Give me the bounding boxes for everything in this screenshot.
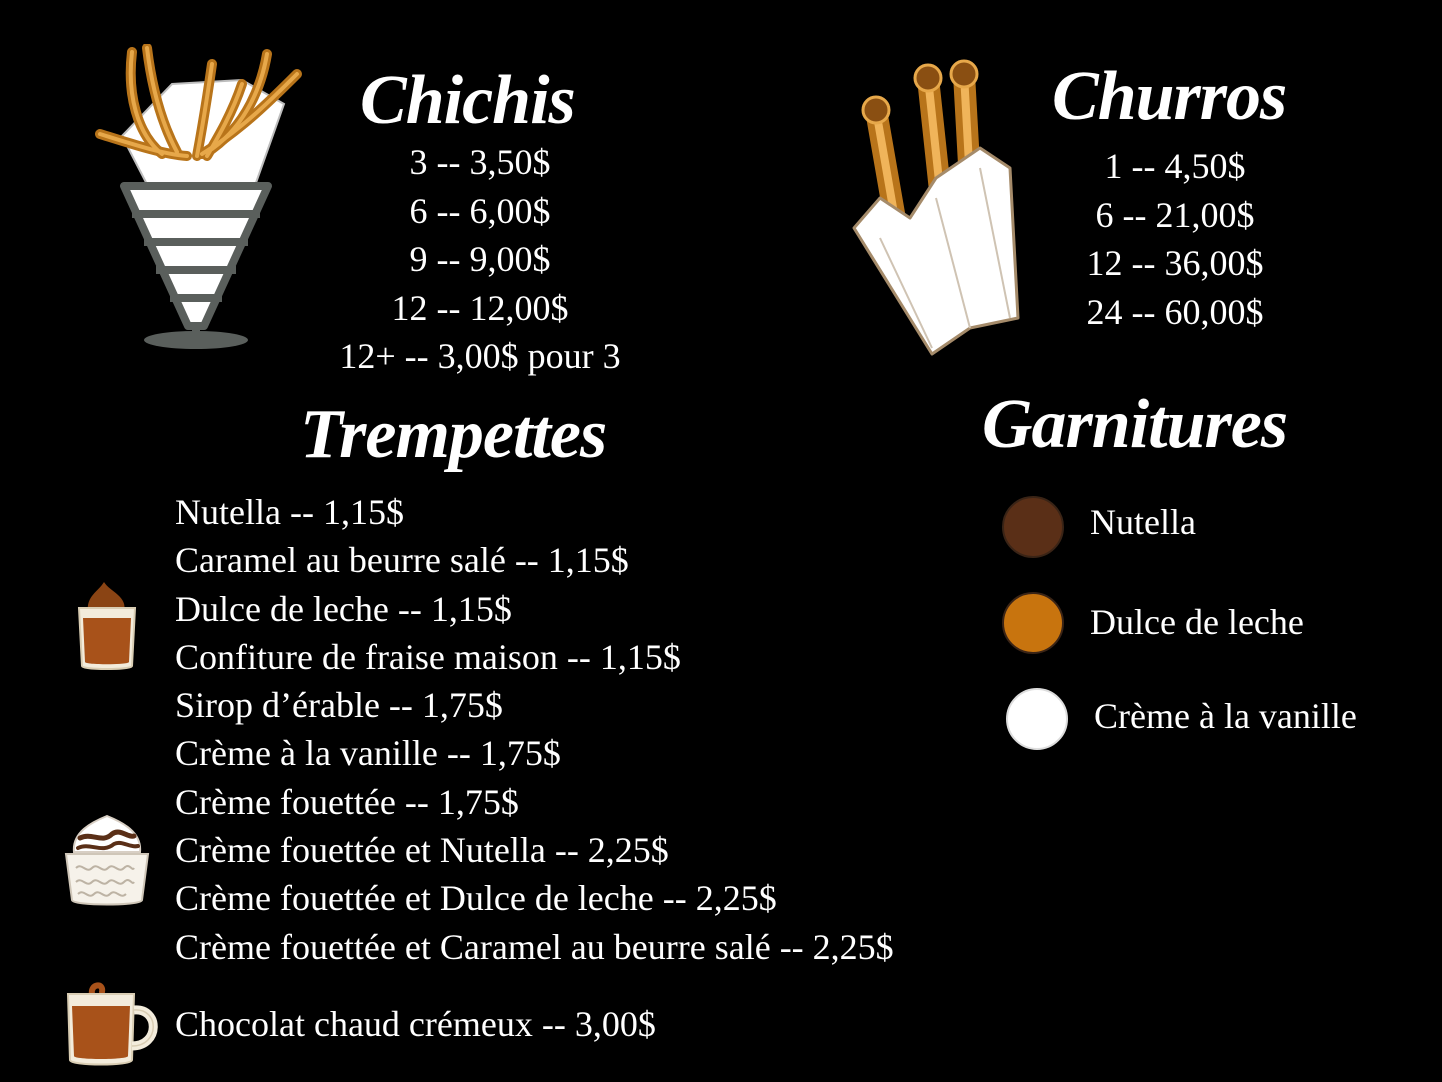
- chichis-price-item: 3 -- 3,50$: [409, 142, 551, 182]
- chichis-cone-icon: [92, 44, 314, 356]
- churros-bag-icon: [840, 48, 1030, 358]
- trempette-item: Crème fouettée et Dulce de leche -- 2,25$: [175, 878, 777, 919]
- hot-chocolate-item: Chocolat chaud crémeux -- 3,00$: [175, 1004, 656, 1044]
- trempette-item: Crème à la vanille -- 1,75$: [175, 733, 561, 774]
- trempette-item: Confiture de fraise maison -- 1,15$: [175, 636, 681, 677]
- creme-vanille-swatch: [1006, 688, 1068, 750]
- whipped-cream-cup-icon: [62, 812, 152, 910]
- hot-chocolate-mug-icon: [64, 980, 164, 1068]
- chichis-price-item: 9 -- 9,00$: [409, 239, 551, 279]
- churros-price-item: 24 -- 60,00$: [1086, 291, 1264, 332]
- trempettes-list: [175, 488, 894, 971]
- trempette-item: Crème fouettée -- 1,75$: [175, 781, 519, 822]
- nutella-swatch: [1002, 496, 1064, 558]
- trempette-item: Crème fouettée et Caramel au beurre salé -- 2,25$: [175, 926, 894, 967]
- churros-price-list: [1060, 142, 1290, 336]
- churros-title: Churros: [1052, 58, 1287, 135]
- chichis-price-item: 6 -- 6,00$: [409, 190, 551, 231]
- trempette-item: Crème fouettée et Nutella -- 2,25$: [175, 830, 669, 871]
- churros-price-item: 1 -- 4,50$: [1104, 146, 1246, 186]
- churros-price-item: 6 -- 21,00$: [1095, 194, 1255, 235]
- dulce-de-leche-swatch: [1002, 592, 1064, 654]
- chichis-title: Chichis: [360, 62, 575, 139]
- dip-cup-icon: [74, 578, 140, 674]
- chichis-price-list: [320, 138, 640, 381]
- trempettes-title: Trempettes: [300, 396, 607, 473]
- garniture-label-dulce-de-leche: Dulce de leche: [1090, 602, 1304, 642]
- chichis-price-item: 12 -- 12,00$: [391, 287, 569, 328]
- trempette-item: Dulce de leche -- 1,15$: [175, 588, 512, 629]
- garniture-label-nutella: Nutella: [1090, 502, 1196, 542]
- garnitures-title: Garnitures: [982, 386, 1288, 463]
- churros-price-item: 12 -- 36,00$: [1086, 243, 1264, 283]
- trempette-item: Sirop d’érable -- 1,75$: [175, 685, 503, 726]
- trempette-item: Caramel au beurre salé -- 1,15$: [175, 540, 629, 581]
- chichis-price-item: 12+ -- 3,00$ pour 3: [339, 336, 621, 376]
- garniture-label-creme-vanille: Crème à la vanille: [1094, 696, 1357, 736]
- trempette-item: Nutella -- 1,15$: [175, 492, 404, 532]
